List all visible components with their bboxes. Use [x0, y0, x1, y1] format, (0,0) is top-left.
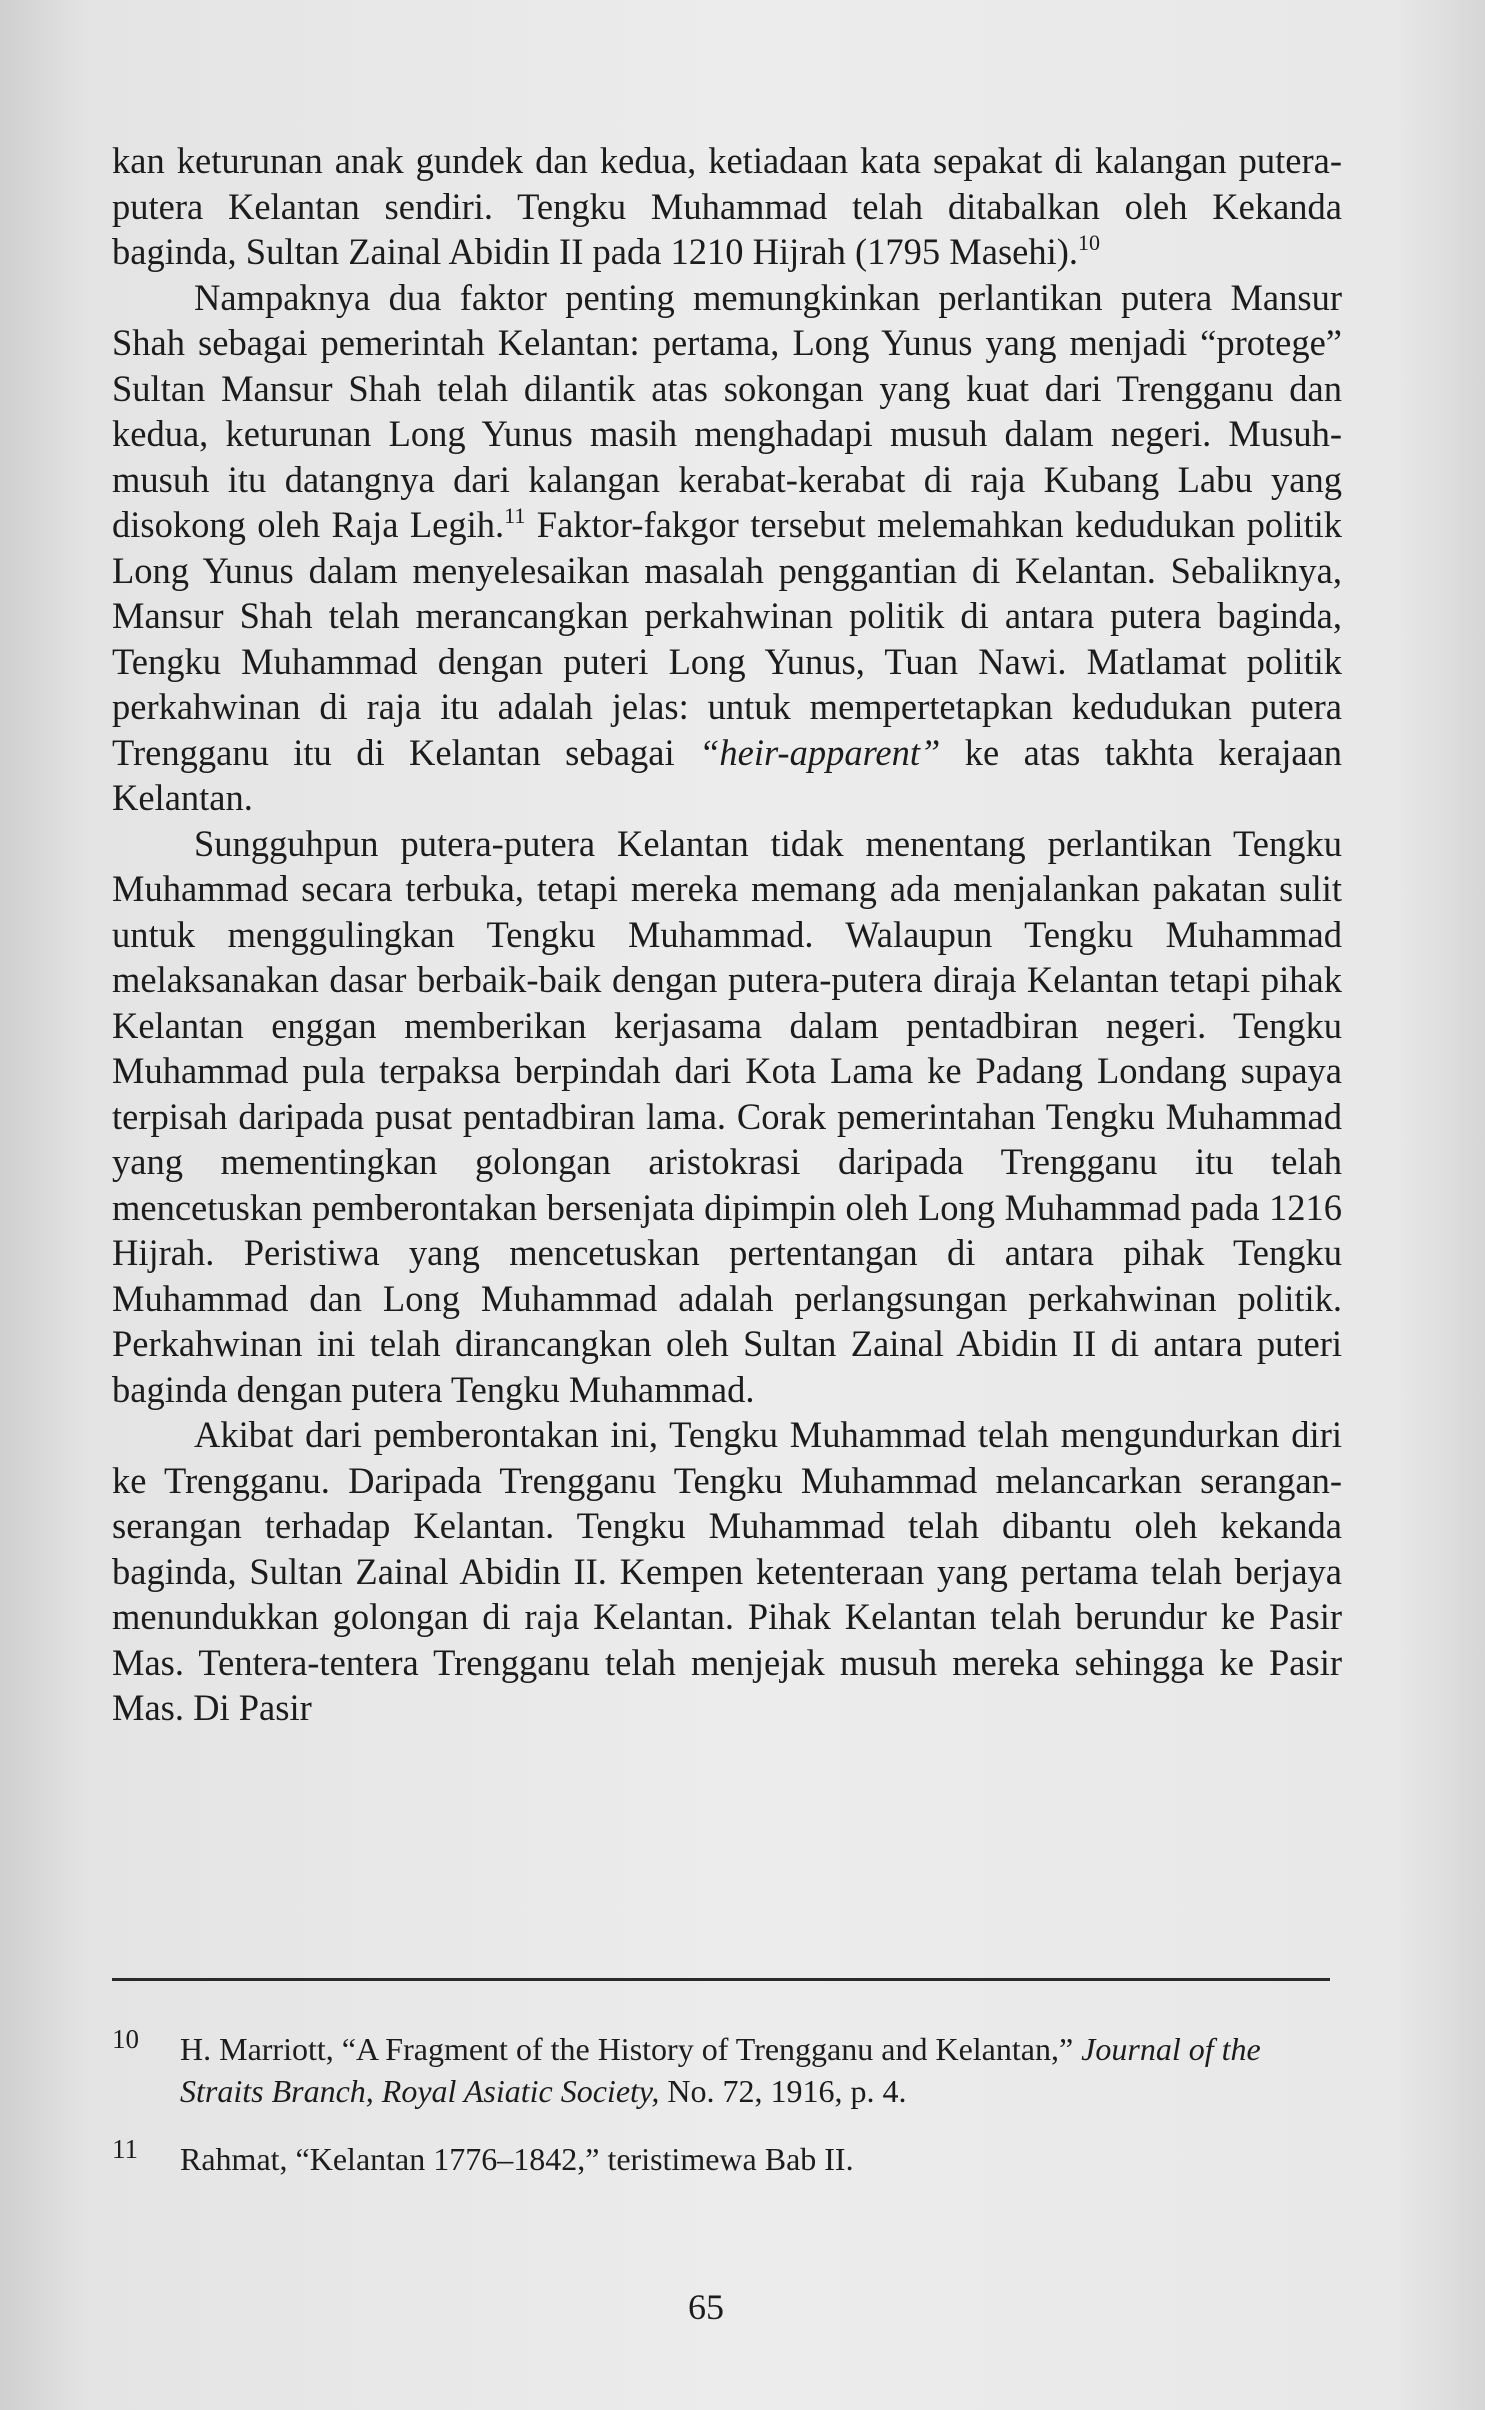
- body-text: [112, 138, 1342, 1731]
- footnote-ref-11[interactable]: 11: [504, 503, 526, 528]
- paragraph-2-italic-term: “heir-apparent”: [699, 731, 941, 773]
- paragraph-1: [112, 138, 1342, 275]
- footnote-10-text-a: H. Marriott, “A Fragment of the History of Trengganu and Kelantan,”: [180, 2031, 1082, 2067]
- page-number: 65: [688, 2287, 724, 2327]
- footnote-10-text-b: No. 72, 1916, p. 4.: [659, 2073, 907, 2109]
- footnote-11: [112, 2134, 1342, 2180]
- footnote-11-text: Rahmat, “Kelantan 1776–1842,” teristimewa Bab II.: [180, 2141, 854, 2177]
- footnote-divider: [112, 1978, 1330, 1981]
- paragraph-1-text: kan keturunan anak gundek dan kedua, ketiadaan kata sepakat di kalangan putera-putera Kelantan sendiri. Tengku Muhammad telah ditabalkan oleh Kekanda baginda, Sultan Zainal Abidin II pada 1210 Hijrah (1795 Masehi).: [112, 140, 1342, 272]
- footnote-10: [112, 2024, 1342, 2112]
- footnote-number: 10: [112, 2024, 139, 2054]
- paragraph-2-text-b: Faktor-fakgor tersebut melemahkan kedudukan politik Long Yunus dalam menyelesaikan masalah penggantian di Kelantan. Sebaliknya, Mansur Shah telah merancangkan perkahwinan politik di antara putera baginda, Tengku Muhammad dengan puteri Long Yunus, Tuan Nawi. Matlamat politik perkahwinan di raja itu adalah jelas: untuk mempertetapkan kedudukan putera Trengganu itu di Kelantan sebagai: [112, 504, 1342, 773]
- paragraph-3: Sungguhpun putera-putera Kelantan tidak menentang perlantikan Tengku Muhammad secara terbuka, tetapi mereka memang ada menjalankan pakatan sulit untuk menggulingkan Tengku Muhammad. Walaupun Tengku Muhammad melaksanakan dasar berbaik-baik dengan putera-putera diraja Kelantan tetapi pihak Kelantan enggan memberikan kerjasama dalam pentadbiran negeri. Tengku Muhammad pula terpaksa berpindah dari Kota Lama ke Padang Londang supaya terpisah daripada pusat pentadbiran lama. Corak pemerintahan Tengku Muhammad yang mementingkan golongan aristokrasi daripada Trengganu itu telah mencetuskan pemberontakan bersenjata dipimpin oleh Long Muhammad pada 1216 Hijrah. Peristiwa yang mencetuskan pertentangan di antara pihak Tengku Muhammad dan Long Muhammad adalah perlangsungan perkahwinan politik. Perkahwinan ini telah dirancangkan oleh Sultan Zainal Abidin II di antara puteri baginda dengan putera Tengku Muhammad.: [112, 822, 1342, 1410]
- footnotes: [112, 2024, 1342, 2206]
- footnote-number: 11: [112, 2134, 138, 2164]
- paragraph-4: Akibat dari pemberontakan ini, Tengku Muhammad telah mengundurkan diri ke Trengganu. Daripada Trengganu Tengku Muhammad melancarkan serangan-serangan terhadap Kelantan. Tengku Muhammad telah dibantu oleh kekanda baginda, Sultan Zainal Abidin II. Kempen ketenteraan yang pertama telah berjaya menundukkan golongan di raja Kelantan. Pihak Kelantan telah berundur ke Pasir Mas. Tentera-tentera Trengganu telah menjejak musuh mereka sehingga ke Pasir Mas. Di Pasir: [112, 1414, 1342, 1728]
- paragraph-2: [112, 275, 1342, 821]
- footnote-ref-10[interactable]: 10: [1078, 230, 1101, 255]
- paragraph-2-text-c: ke atas takhta kerajaan Kelantan.: [112, 731, 1342, 818]
- paragraph-2-text-a: Nampaknya dua faktor penting memungkinkan perlantikan putera Mansur Shah sebagai pemerintah Kelantan: pertama, Long Yunus yang menjadi “protege” Sultan Mansur Shah telah dilantik atas sokongan yang kuat dari Trengganu dan kedua, keturunan Long Yunus masih menghadapi musuh dalam negeri. Musuh-musuh itu datangnya dari kalangan kerabat-kerabat di raja Kubang Labu yang disokong oleh Raja Legih.: [112, 276, 1342, 545]
- footnote-10-journal: Journal of the Straits Branch, Royal Asiatic Society,: [180, 2031, 1261, 2109]
